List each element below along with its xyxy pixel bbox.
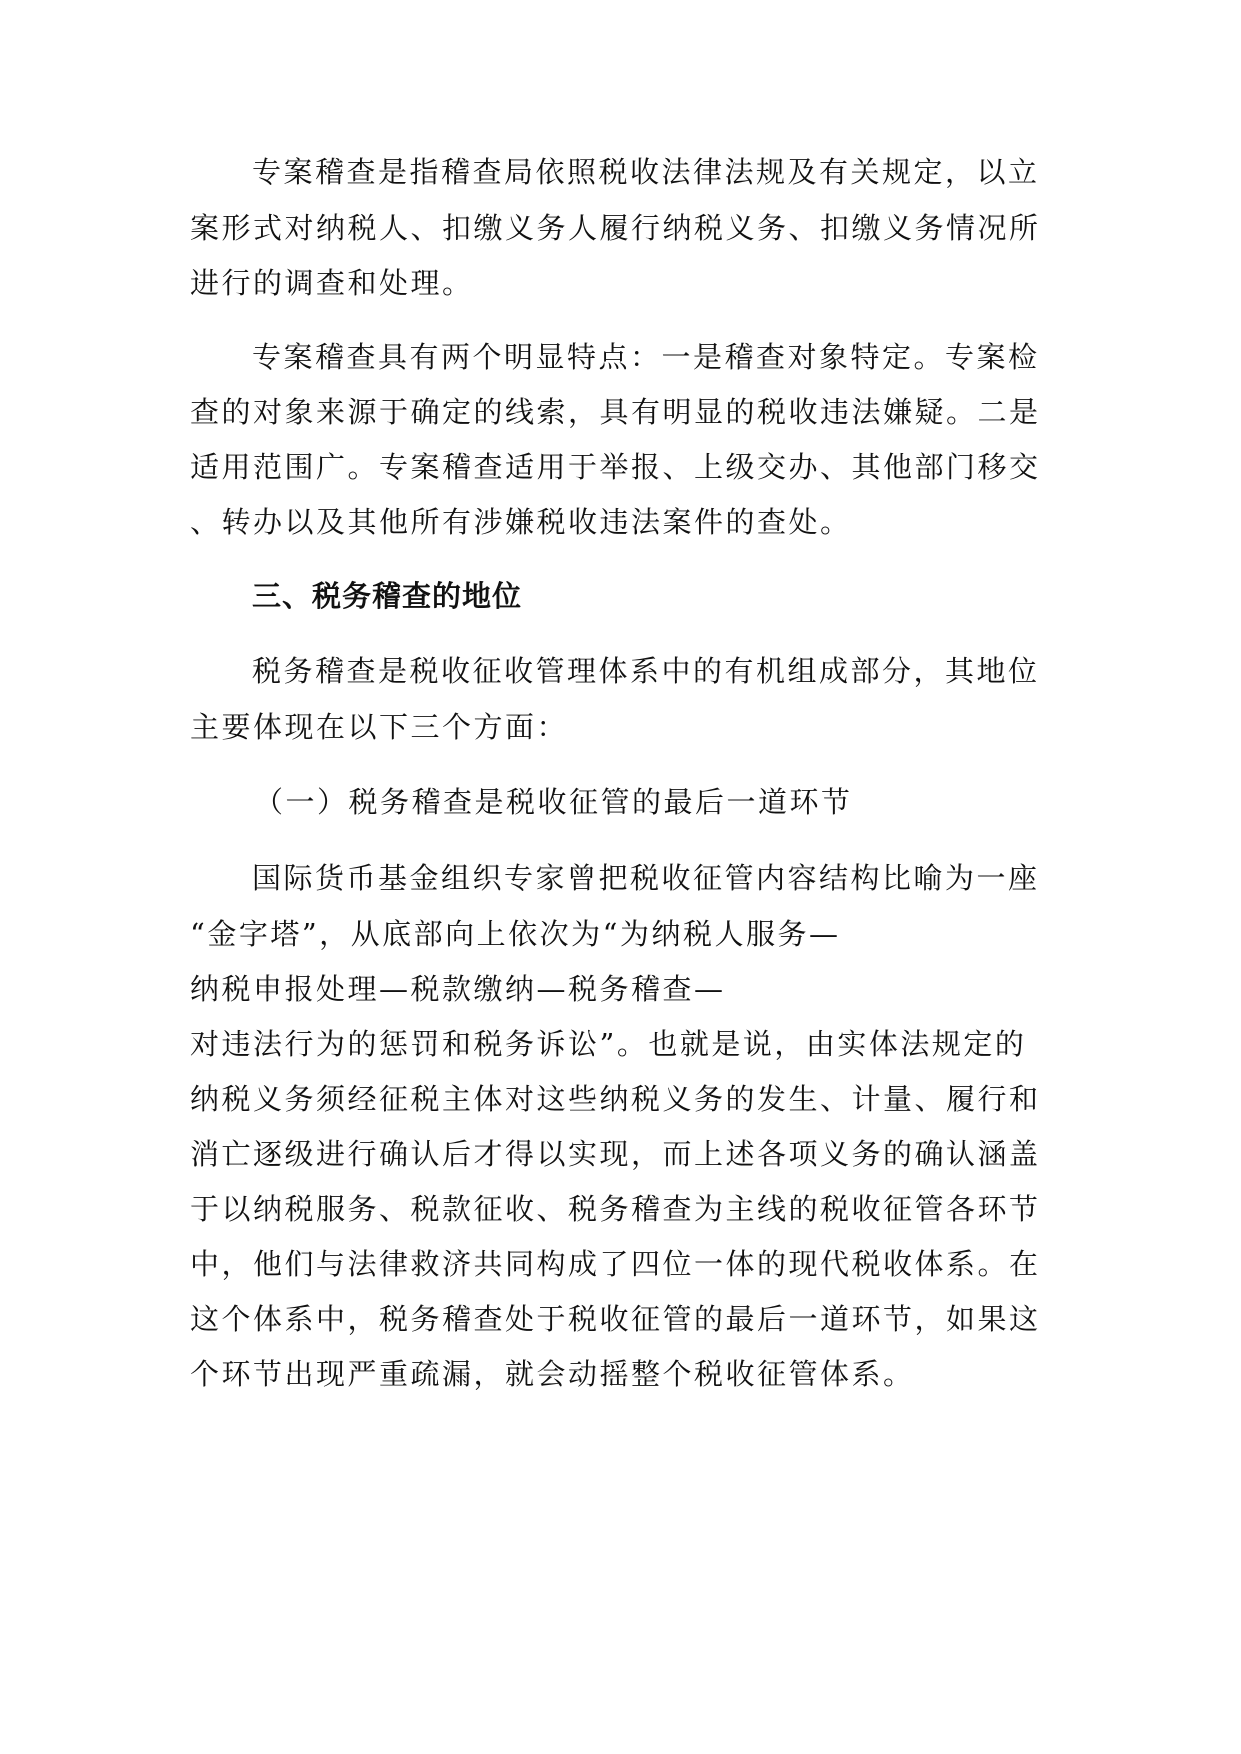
section-heading: 三、税务稽查的地位 [252,579,523,613]
paragraph-1-line-2: 案形式对纳税人、扣缴义务人履行纳税义务、扣缴义务情况所 [190,211,1041,245]
paragraph-2-line-2: 查的对象来源于确定的线索，具有明显的税收违法嫌疑。二是 [190,395,1041,429]
paragraph-4-line-7: 于以纳税服务、税款征收、税务稽查为主线的税收征管各环节 [190,1192,1041,1226]
paragraph-1-line-1: 专案稽查是指稽查局依照税收法律法规及有关规定，以立 [252,155,1040,189]
paragraph-4-line-8: 中，他们与法律救济共同构成了四位一体的现代税收体系。在 [190,1247,1041,1281]
paragraph-2-line-3: 适用范围广。专案稽查适用于举报、上级交办、其他部门移交 [190,450,1041,484]
paragraph-4-line-5: 纳税义务须经征税主体对这些纳税义务的发生、计量、履行和 [190,1082,1041,1116]
paragraph-4-line-1: 国际货币基金组织专家曾把税收征管内容结构比喻为一座 [252,861,1040,895]
paragraph-3-line-2: 主要体现在以下三个方面： [190,710,569,744]
paragraph-2-line-4: 、转办以及其他所有涉嫌税收违法案件的查处。 [190,505,852,539]
subsection-heading: （一）税务稽查是税收征管的最后一道环节 [254,785,853,819]
paragraph-4-line-3: 纳税申报处理—税款缴纳—税务稽查— [190,972,726,1006]
paragraph-4-line-6: 消亡逐级进行确认后才得以实现，而上述各项义务的确认涵盖 [190,1137,1041,1171]
paragraph-4-line-4: 对违法行为的惩罚和税务诉讼”。也就是说，由实体法规定的 [190,1027,1027,1061]
paragraph-4-line-9: 这个体系中，税务稽查处于税收征管的最后一道环节，如果这 [190,1302,1041,1336]
paragraph-4-line-2: “金字塔”，从底部向上依次为“为纳税人服务— [190,917,841,951]
paragraph-4-line-10: 个环节出现严重疏漏，就会动摇整个税收征管体系。 [190,1357,915,1391]
paragraph-2-line-1: 专案稽查具有两个明显特点：一是稽查对象特定。专案检 [252,340,1040,374]
paragraph-1-line-3: 进行的调查和处理。 [190,266,474,300]
paragraph-3-line-1: 税务稽查是税收征收管理体系中的有机组成部分，其地位 [252,654,1040,688]
